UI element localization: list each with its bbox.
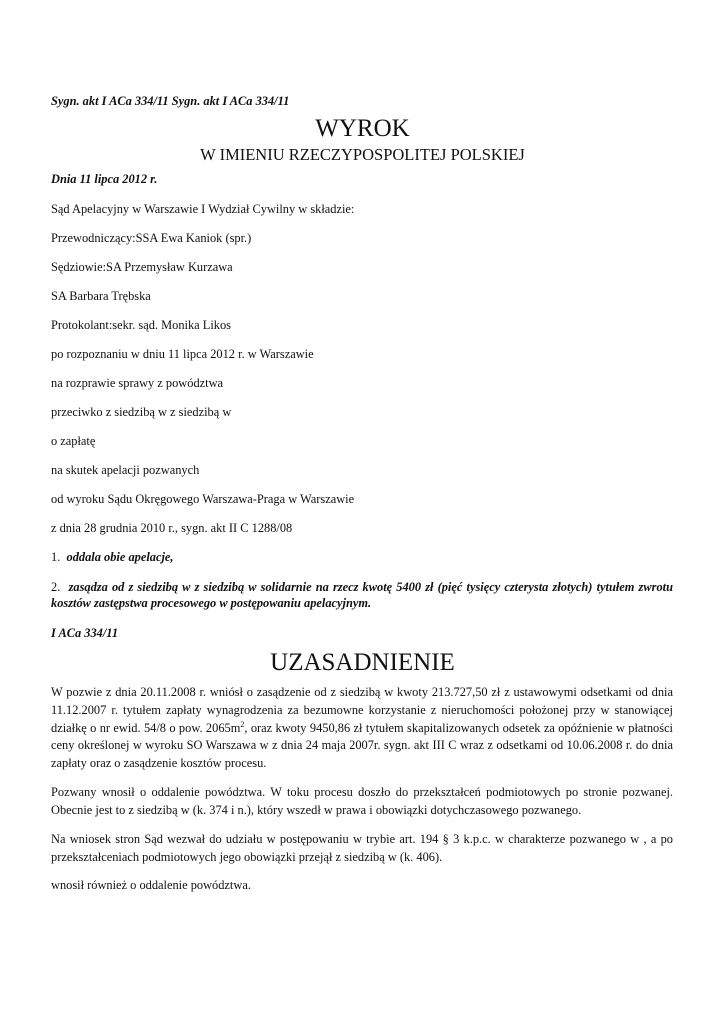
- proceedings-line: przeciwko z siedzibą w z siedzibą w: [51, 405, 232, 419]
- ruling-item-2: [51, 579, 673, 611]
- proceedings-line: po rozpoznaniu w dniu 11 lipca 2012 r. w Warszawie: [51, 347, 314, 361]
- justification-paragraph-1: W pozwie z dnia 20.11.2008 r. wniósł o zasądzenie od z siedzibą w kwoty 213.727,50 zł z ustawowymi odsetkami od dnia 11.12.2007 r. tytułem zapłaty wynagrodzenia za bezumowne korzystanie z nieruchomości położonej przy w stanowiącej działkę o nr ewid. 54/8 o pow. $2065m^2$, oraz kwoty 9450,86 zł tytułem skapitalizowanych odsetek za opóźnienie w płatności ceny określonej w wyroku SO Warszawa w z dnia 24 maja 2007r. sygn. akt III C wraz z odsetkami od 10.06.2008 r. do dnia zapłaty oraz o zasądzenie kosztów procesu.: [51, 685, 674, 771]
- proceedings-line: od wyroku Sądu Okręgowego Warszawa-Praga w Warszawie: [51, 492, 355, 506]
- document-title: WYROK: [315, 115, 410, 142]
- ruling-item-text: zasądza od z siedzibą w z siedzibą w solidarnie na rzecz kwotę 5400 zł (pięć tysięcy czterysta złotych) tytułem zwrotu kosztów zastępstwa procesowego w postępowaniu apelacyjnym.: [51, 580, 673, 610]
- ruling-item-number: 2.: [51, 580, 61, 594]
- proceedings-line: o zapłatę: [51, 434, 96, 448]
- document-subtitle: W IMIENIU RZECZYPOSPOLITEJ POLSKIEJ: [200, 145, 525, 164]
- justification-paragraph-3: Na wniosek stron Sąd wezwał do udziału w postępowaniu w trybie art. 194 § 3 k.p.c. w charakterze pozwanego w , a po przekształceniach podmiotowych jego obowiązki przejął z siedzibą w (k. 406).: [51, 832, 673, 864]
- judgment-date: Dnia 11 lipca 2012 r.: [51, 172, 158, 186]
- court-composition: Sąd Apelacyjny w Warszawie I Wydział Cywilny w składzie:: [51, 202, 355, 216]
- presiding-judge: Przewodniczący:SSA Ewa Kaniok (spr.): [51, 231, 252, 245]
- ruling-item-text: oddala obie apelacje,: [66, 550, 174, 564]
- judges: Sędziowie:SA Przemysław Kurzawa: [51, 260, 233, 274]
- proceedings-line: z dnia 28 grudnia 2010 r., sygn. akt II C 1288/08: [51, 521, 293, 535]
- superscript: 2: [240, 719, 245, 729]
- court-clerk: Protokolant:sekr. sąd. Monika Likos: [51, 318, 231, 332]
- proceedings-line: na rozprawie sprawy z powództwa: [51, 376, 224, 390]
- ruling-item-number: 1.: [51, 550, 61, 564]
- judge-second: SA Barbara Trębska: [51, 289, 151, 303]
- justification-paragraph-2: Pozwany wnosił o oddalenie powództwa. W toku procesu doszło do przekształceń podmiotowych po stronie pozwanej. Obecnie jest to z siedzibą w (k. 374 i n.), który wszedł w prawa i obowiązki dotychczasowego pozwanego.: [51, 785, 673, 817]
- case-signature: Sygn. akt I ACa 334/11 Sygn. akt I ACa 334/11: [51, 94, 290, 108]
- justification-signature: I ACa 334/11: [51, 626, 119, 640]
- proceedings-line: na skutek apelacji pozwanych: [51, 463, 200, 477]
- justification-title: UZASADNIENIE: [270, 649, 455, 676]
- justification-paragraph-4: wnosił również o oddalenie powództwa.: [51, 878, 251, 892]
- ruling-item-1: [51, 549, 174, 565]
